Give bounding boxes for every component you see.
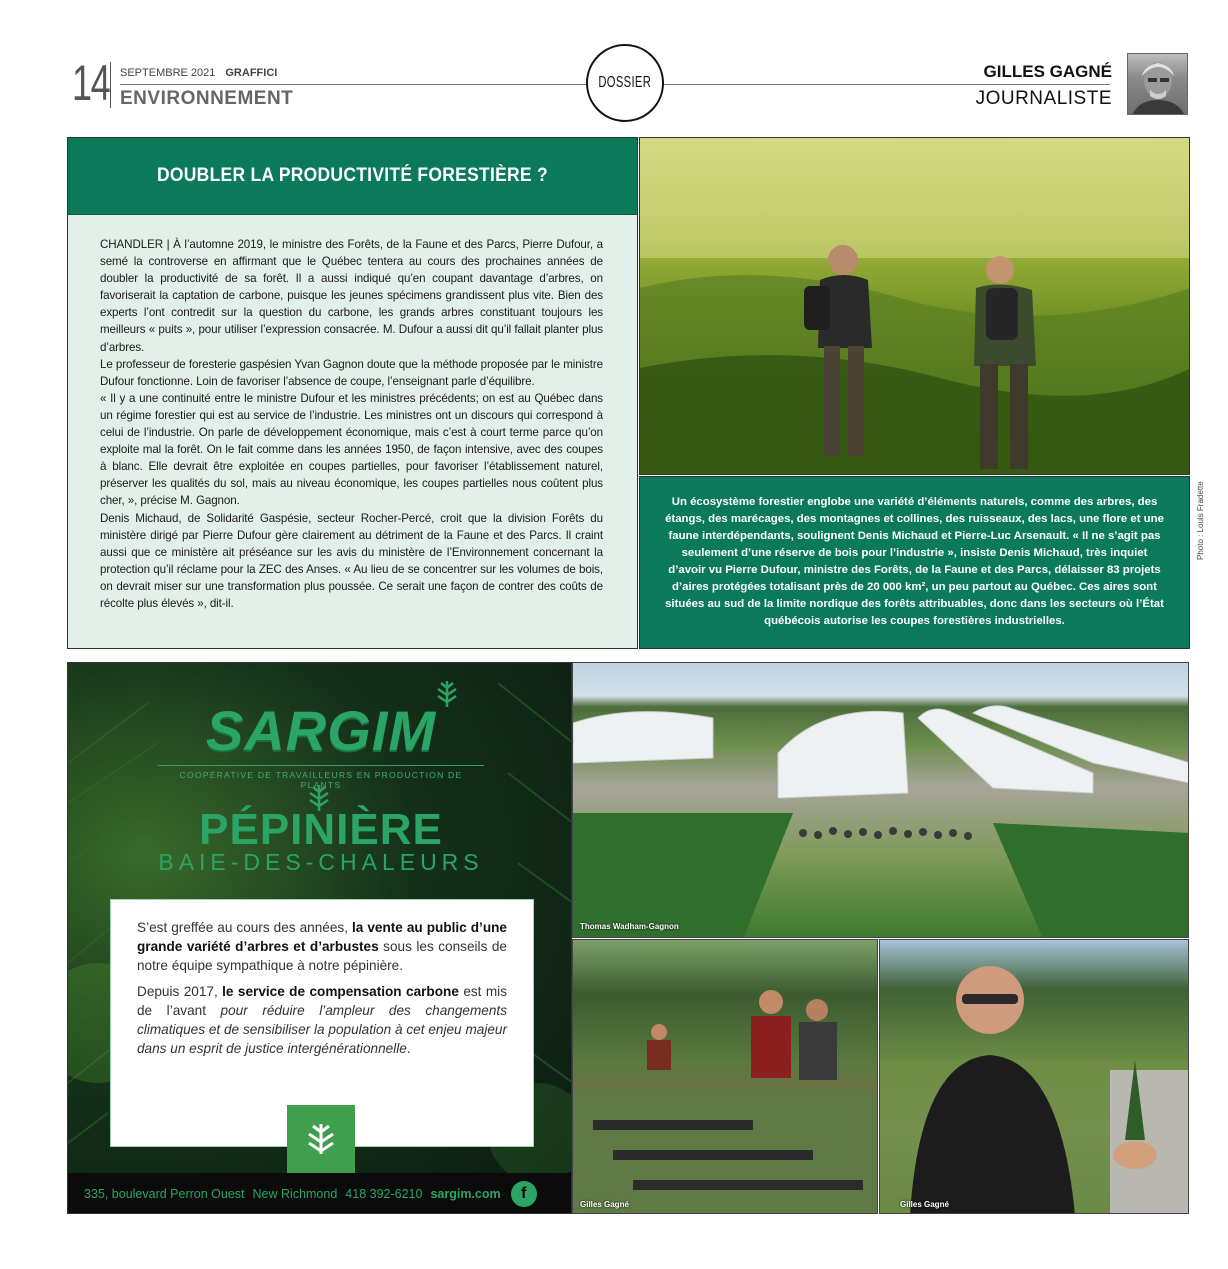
article-paragraph: CHANDLER | À l’automne 2019, le ministre des Forêts, de la Faune et des Parcs, Pierre Dufour, a semé la controverse en affirmant que le Québec tentera au cours des prochaines années de doubler la productivité de sa forêt. Il a aussi indiqué qu’en coupant davantage d’arbres, on favoriserait la captation de carbone, puisque les jeunes spécimens grandissent plus vite. Bien des experts l’ont contredit sur la question du carbone, les grands arbres constituant toujours les meilleurs « puits », pour utiliser l’expression consacrée. M. Dufour a aussi dit qu’il fallait planter plus d’arbres. — [100, 238, 603, 354]
article-paragraph: Denis Michaud, de Solidarité Gaspésie, secteur Rocher-Percé, croit que la division Forêts du ministère dirigé par Pierre Dufour gère clairement au détriment de la Faune et des Parcs. Il craint aussi que ce ministère ait préséance sur les avis du ministère de l’Environnement concernant la protection qu’il réclame pour la ZEC des Anses. « Au lieu de se concentrer sur les volumes de bois, on devrait miser sur une transformation plus poussée. Ce serait une façon de contrer des coûts de récolte plus élevés », dit-il. — [100, 511, 603, 610]
ad-text: est mis de l’avant — [137, 984, 507, 1018]
article-paragraph: Le professeur de foresterie gaspésien Yvan Gagnon doute que la méthode proposée par le ministre Dufour fonctionne. Loin de favoriser l’absence de coupe, l’enseignant parle d’équilibre. — [100, 357, 603, 388]
ad-paragraph — [137, 982, 507, 1058]
nursery-location: BAIE-DES-CHALEURS — [158, 849, 484, 875]
article-box — [67, 137, 638, 649]
article-header — [68, 138, 637, 215]
issue-line — [120, 67, 277, 79]
header-divider — [110, 62, 111, 108]
sprout-badge-icon — [287, 1105, 355, 1173]
brand-subtitle: COOPÉRATIVE DE TRAVAILLEURS EN PRODUCTION DE PLANTS — [158, 765, 484, 790]
ad-highlight: le service de compensation carbone — [222, 984, 459, 999]
publication-name: GRAFFICI — [225, 67, 278, 79]
ad-text: sous les conseils de notre équipe sympathique à notre pépinière. — [137, 939, 507, 973]
ad-contact-bar — [68, 1173, 572, 1214]
ad-phone: 418 392-6210 — [345, 1187, 423, 1201]
photo-credit: Gilles Gagné — [580, 1200, 629, 1209]
facebook-icon[interactable]: f — [511, 1181, 537, 1207]
section-title: ENVIRONNEMENT — [120, 88, 294, 109]
manager-scene — [880, 940, 1189, 1214]
ad-highlight: la vente au public d’une grande variété d’arbres et d’arbustes — [137, 920, 507, 954]
nursery-greenhouses-photo — [572, 662, 1189, 938]
nursery-workers-photo — [572, 939, 878, 1214]
ad-text: Depuis 2017, — [137, 984, 223, 999]
forest-hikers-photo — [639, 137, 1190, 475]
author-name: GILLES GAGNÉ — [983, 62, 1112, 81]
dossier-badge — [586, 44, 664, 122]
ad-text: S’est greffée au cours des années, — [137, 920, 352, 935]
nursery-manager-photo — [879, 939, 1189, 1214]
ad-emphasis: pour réduire l’ampleur des changements climatiques et de sensibiliser la population à cet enjeu majeur dans un esprit de justice intergénérationnelle — [137, 1003, 507, 1056]
dossier-label: DOSSIER — [598, 74, 652, 91]
page-number: 14 — [72, 55, 110, 111]
photo-credit: Thomas Wadham-Gagnon — [580, 922, 679, 931]
nursery-name: PÉPINIÈRE — [199, 805, 443, 854]
article-paragraph: « Il y a une continuité entre le ministre Dufour et les ministres précédents; on est au Québec dans un régime forestier qui est au service de l’industrie. Les ministres ont un discours qui correspond à celui de l’industrie. On parle de développement économique, mais c’est à court terme parce qu’on exploite mal la forêt. On le fait comme dans les années 1950, de façon intensive, avec des coupes à blanc. Elle devrait être exploitée en coupes partielles, pour favoriser l’établissement naturel, préserver les qualités du sol, mais au niveau économique, les coupes partielles nous coûtent plus cher, », précise M. Gagnon. — [100, 391, 603, 508]
ad-paragraph — [137, 918, 507, 975]
article-body — [68, 215, 637, 612]
workers-scene — [573, 940, 878, 1214]
sargim-logo — [158, 699, 484, 790]
author-title: JOURNALISTE — [975, 88, 1112, 109]
issue-date: SEPTEMBRE 2021 — [120, 67, 216, 79]
ad-text: . — [406, 1041, 411, 1056]
author-portrait-image — [1128, 54, 1188, 115]
nursery-scene — [573, 663, 1189, 938]
ad-city: New Richmond — [252, 1187, 338, 1201]
brand-name: SARGIM — [206, 699, 436, 762]
photo-caption: Un écosystème forestier englobe une variété d’éléments naturels, comme des arbres, des étangs, des marécages, des montagnes et collines, des ruisseaux, des lacs, une flore et une faune interdépendants, soulignent Denis Michaud et Pierre-Luc Arsenault. « Il ne s’agit pas seulement d’une réserve de bois pour l’industrie », insiste Denis Michaud, très inquiet d’avoir vu Pierre Dufour, ministre des Forêts, de la Faune et des Parcs, délaisser 83 projets d’aires protégées totalisant près de 20 000 km², un peu partout au Québec. Ces aires sont situées au sud de la limite nordique des forêts attribuables, donc dans les secteurs où l’État québécois autorise les coupes forestières industrielles. — [639, 476, 1190, 649]
photo-credit: Gilles Gagné — [900, 1200, 949, 1209]
author-portrait — [1127, 53, 1188, 115]
forest-scene — [640, 138, 1190, 475]
sargim-advertisement — [67, 662, 572, 1214]
author-block — [976, 62, 1112, 110]
article-title: DOUBLER LA PRODUCTIVITÉ FORESTIÈRE ? — [157, 165, 548, 186]
ad-website-link[interactable]: sargim.com — [430, 1187, 501, 1201]
photo-credit: Photo : Louis Fradette — [1196, 481, 1205, 560]
ad-address: 335, boulevard Perron Ouest — [84, 1187, 245, 1201]
